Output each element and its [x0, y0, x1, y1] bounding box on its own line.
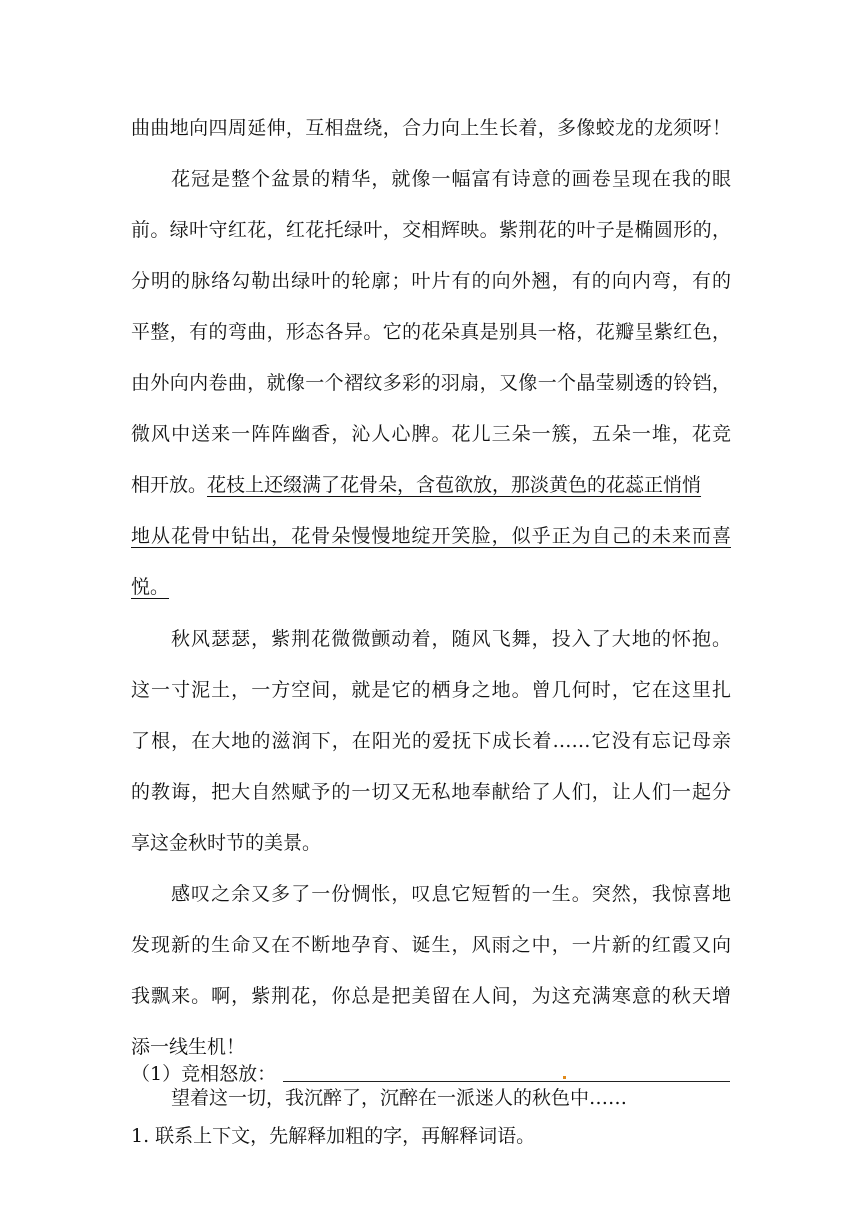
- passage-line: 花冠是整个盆景的精华，就像一幅富有诗意的画卷呈现在我的眼: [171, 168, 731, 190]
- passage-line: 了根，在大地的滋润下，在阳光的爱抚下成长着……它没有忘记母亲: [131, 730, 731, 752]
- answer-mark: [563, 1076, 566, 1079]
- passage-line: 平整，有的弯曲，形态各异。它的花朵真是别具一格，花瓣呈紫红色，: [131, 321, 731, 343]
- question-1: 1. 联系上下文，先解释加粗的字，再解释词语。: [131, 1125, 536, 1147]
- passage-line: 享这金秋时节的美景。: [131, 832, 322, 854]
- passage-line: 添一线生机！: [131, 1036, 246, 1058]
- passage-line: 这一寸泥土，一方空间，就是它的栖身之地。曾几何时，它在这里扎: [131, 679, 731, 701]
- passage-line: 曲曲地向四周延伸，互相盘绕，合力向上生长着，多像蛟龙的龙须呀！: [131, 117, 731, 139]
- passage-line: 前。绿叶守红花，红花托绿叶，交相辉映。紫荆花的叶子是椭圆形的，: [131, 219, 731, 241]
- answer-row-1: [131, 1060, 731, 1086]
- passage-line: 分明的脉络勾勒出绿叶的轮廓；叶片有的向外翘，有的向内弯，有的: [131, 270, 731, 292]
- answer-blank[interactable]: [283, 1081, 730, 1082]
- passage-line: 微风中送来一阵阵幽香，沁人心脾。花儿三朵一簇，五朵一堆，花竞: [131, 423, 731, 445]
- underlined-line: 悦。: [131, 576, 170, 598]
- passage-line: 我飘来。啊，紫荆花，你总是把美留在人间，为这充满寒意的秋天增: [131, 985, 731, 1007]
- underlined-line: 地从花骨中钻出，花骨朵慢慢地绽开笑脸，似乎正为自己的未来而喜: [131, 525, 731, 547]
- passage-line: 发现新的生命又在不断地孕育、诞生，风雨之中，一片新的红霞又向: [131, 934, 731, 956]
- passage-line: 的教诲，把大自然赋予的一切又无私地奉献给了人们，让人们一起分: [131, 781, 731, 803]
- underlined-sentence: 花枝上还缀满了花骨朵，含苞欲放，那淡黄色的花蕊正悄悄: [207, 474, 702, 496]
- passage-line: 秋风瑟瑟，紫荆花微微颤动着，随风飞舞，投入了大地的怀抱。: [171, 628, 731, 650]
- passage-line-mixed: [131, 475, 731, 495]
- passage-line: 感叹之余又多了一份惆怅，叹息它短暂的一生。突然，我惊喜地: [171, 883, 731, 905]
- sub-question-label: （1）竞相怒放：: [131, 1063, 277, 1085]
- passage-fragment: 相开放。: [131, 474, 208, 496]
- passage-line: 望着这一切，我沉醉了，沉醉在一派迷人的秋色中……: [171, 1087, 628, 1109]
- passage-line: 由外向内卷曲，就像一个褶纹多彩的羽扇，又像一个晶莹剔透的铃铛，: [131, 372, 731, 394]
